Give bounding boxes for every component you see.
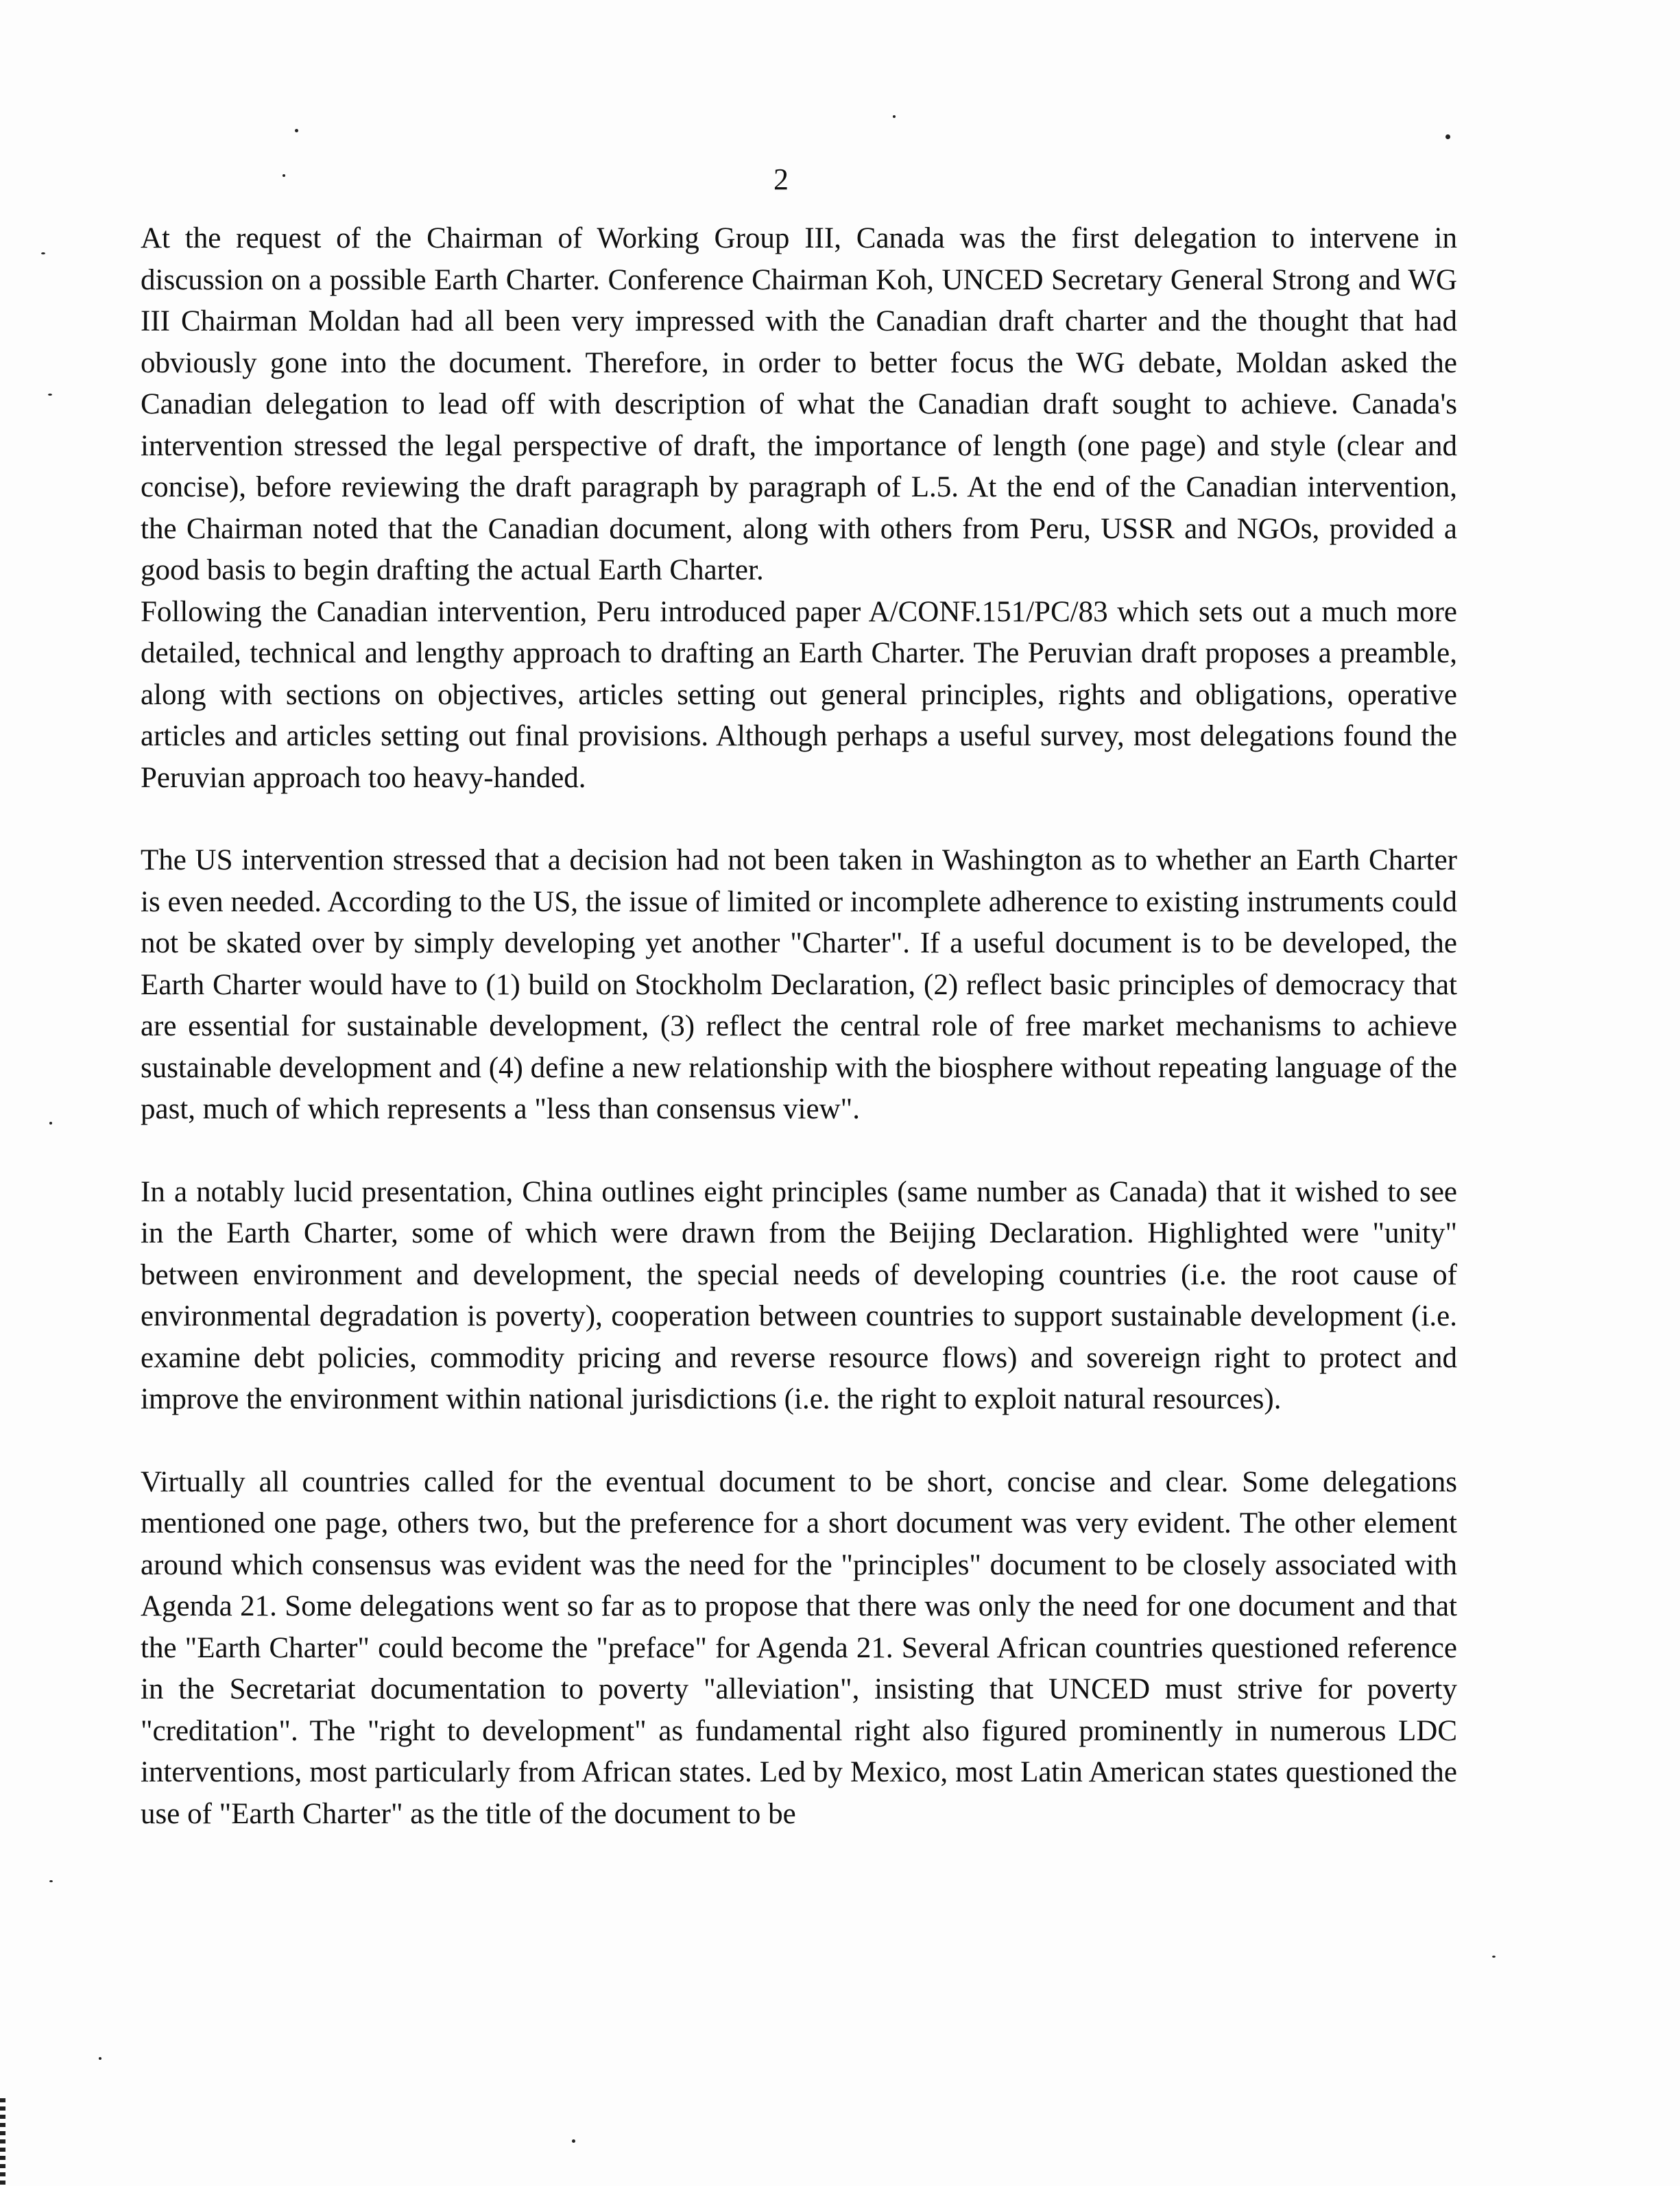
scan-speck [572,2139,575,2143]
scan-edge-mark [0,2098,5,2186]
body-text [141,218,1457,1835]
scan-speck [893,115,896,118]
scan-speck [99,2057,101,2060]
paragraph-peru-intervention: Following the Canadian intervention, Peru introduced paper A/CONF.151/PC/83 which sets out a much more detailed, technical and lengthy approach to drafting an Earth Charter. The Peruvian draft proposes a preamble, along with sections on objectives, articles setting out general principles, rights and obligations, operative articles and articles setting out final provisions. Although perhaps a useful survey, most delegations found the Peruvian approach too heavy-handed. [141,595,1457,794]
scan-speck [49,1880,53,1882]
scan-speck [283,174,285,177]
scan-speck [48,394,52,396]
paragraph-us-intervention: The US intervention stressed that a decision had not been taken in Washington as to whether an Earth Charter is even needed. According to the US, the issue of limited or incomplete adherence to existing instruments could not be skated over by simply developing yet another "Charter". If a useful document is to be developed, the Earth Charter would have to (1) build on Stockholm Declaration, (2) reflect basic principles of democracy that are essential for sustainable development, (3) reflect the central role of free market mechanisms to achieve sustainable development and (4) define a new relationship with the biosphere without repeating language of the past, much of which represents a "less than consensus view". [141,844,1457,1125]
paragraph-consensus-summary: Virtually all countries called for the eventual document to be short, concise and clear. Some delegations mentioned one page, others two, but the preference for a short document was very evident. The other element around which consensus was evident was the need for the "principles" document to be closely associated with Agenda 21. Some delegations went so far as to propose that there was only the need for one document and that the "Earth Charter" could become the "preface" for Agenda 21. Several African countries questioned reference in the Secretariat documentation to poverty "alleviation", insisting that UNCED must strive for poverty "creditation". The "right to development" as fundamental right also figured prominently in numerous LDC interventions, most particularly from African states. Led by Mexico, most Latin American states questioned the use of "Earth Charter" as the title of the document to be [141,1465,1457,1830]
scan-speck [41,252,45,254]
paragraph-canada-intervention: At the request of the Chairman of Working Group III, Canada was the first delegation to intervene in discussion on a possible Earth Charter. Conference Chairman Koh, UNCED Secretary General Strong and WG III Chairman Moldan had all been very impressed with the Canadian draft charter and the thought that had obviously gone into the document. Therefore, in order to better focus the WG debate, Moldan asked the Canadian delegation to lead off with description of what the Canadian draft sought to achieve. Canada's intervention stressed the legal perspective of draft, the importance of length (one page) and style (clear and concise), before reviewing the draft paragraph by paragraph of L.5. At the end of the Canadian intervention, the Chairman noted that the Canadian document, along with others from Peru, USSR and NGOs, provided a good basis to begin drafting the actual Earth Charter. [141,222,1457,586]
scan-speck [295,129,298,132]
page-number: 2 [773,163,789,196]
scan-speck [49,1122,52,1125]
scan-speck [1492,1956,1496,1958]
scan-speck [1445,134,1450,139]
paragraph-china-presentation: In a notably lucid presentation, China outlines eight principles (same number as Canada) that it wished to see in the Earth Charter, some of which were drawn from the Beijing Declaration. Highlighted were "unity" between environment and development, the special needs of developing countries (i.e. the root cause of environmental degradation is poverty), cooperation between countries to support sustainable development (i.e. examine debt policies, commodity pricing and reverse resource flows) and sovereign right to protect and improve the environment within national jurisdictions (i.e. the right to exploit natural resources). [141,1175,1457,1415]
